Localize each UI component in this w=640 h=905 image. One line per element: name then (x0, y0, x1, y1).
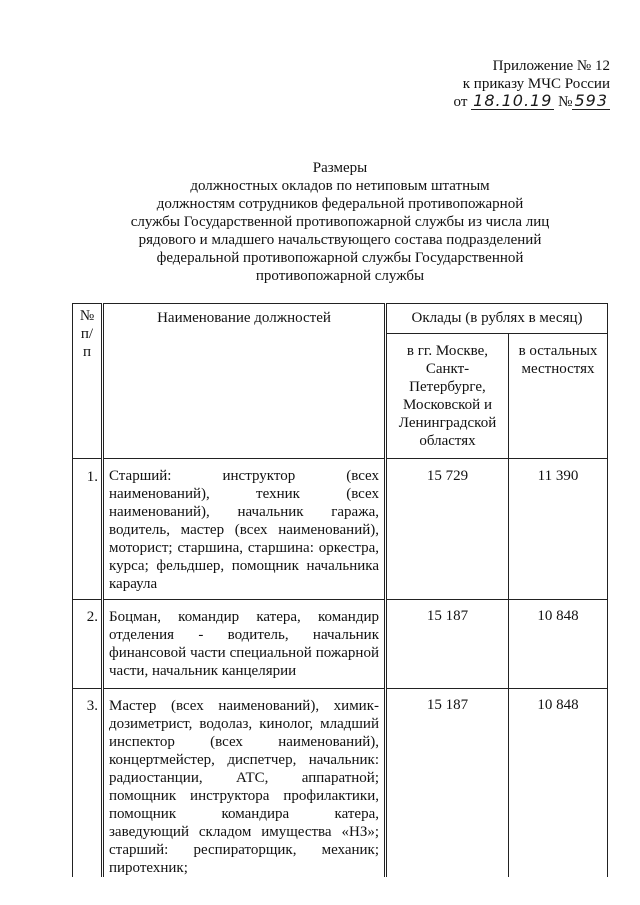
header-salaries: Оклады (в рублях в месяц) (386, 304, 608, 334)
row-2-other: 10 848 (509, 600, 608, 689)
table-row (73, 600, 608, 689)
table-row (73, 689, 608, 878)
row-2-name: Боцман, командир катера, командир отделения - водитель, начальник финансовой части специальной пожарной части, начальник канцелярии (103, 600, 386, 689)
row-1-name: Старший: инструктор (всех наименований), техник (всех наименований), начальник гаража, водитель, мастер (всех наименований), моторист; старшина, старшина: оркестра, курса; фельдшер, помощник начальника караула (103, 459, 386, 600)
header-num: № п/п (73, 304, 103, 459)
row-3-name: Мастер (всех наименований), химик-дозиметрист, водолаз, кинолог, младший инспектор (всех наименований), концертмейстер, диспетчер, начальник: радиостанции, АТС, аппаратной; помощник инструктора профилактики, помощник командира катера, заведующий складом имущества «НЗ»; старший: респираторщик, механик; пиротехник; (103, 689, 386, 878)
row-1-other: 11 390 (509, 459, 608, 600)
header-other: в остальных местностях (509, 334, 608, 459)
annex-order-ref: к приказу МЧС России (462, 76, 610, 92)
title-line-6: федеральной противопожарной службы Государственной (156, 250, 524, 266)
row-2-moscow: 15 187 (386, 600, 509, 689)
row-3-moscow: 15 187 (386, 689, 509, 878)
header-name: Наименование должностей (103, 304, 386, 459)
title-line-4: службы Государственной противопожарной службы из числа лиц (130, 214, 550, 230)
annex-date: 18.10.19 (473, 91, 553, 110)
title-line-7: противопожарной службы (255, 268, 425, 284)
annex-number-label: № (558, 94, 573, 110)
annex-from-label: от (453, 94, 468, 110)
salary-table (72, 303, 608, 877)
table-header-row (73, 304, 608, 334)
row-1-num: 1. (73, 459, 103, 600)
row-2-num: 2. (73, 600, 103, 689)
row-3-other: 10 848 (509, 689, 608, 878)
title-line-1: Размеры (312, 160, 368, 176)
title-line-2: должностных окладов по нетиповым штатным (190, 178, 490, 194)
row-3-num: 3. (73, 689, 103, 878)
annex-date-line (440, 93, 610, 111)
header-moscow: в гг. Москве, Санкт-Петербурге, Московской и Ленинградской областях (386, 334, 509, 459)
table-row (73, 459, 608, 600)
row-1-moscow: 15 729 (386, 459, 509, 600)
document-title (100, 159, 580, 285)
annex-number: Приложение № 12 (492, 58, 610, 74)
title-line-5: рядового и младшего начальствующего состава подразделений (138, 232, 542, 248)
title-line-3: должностям сотрудников федеральной противопожарной (156, 196, 524, 212)
annex-block (440, 57, 610, 111)
annex-order-number: 593 (574, 91, 608, 110)
